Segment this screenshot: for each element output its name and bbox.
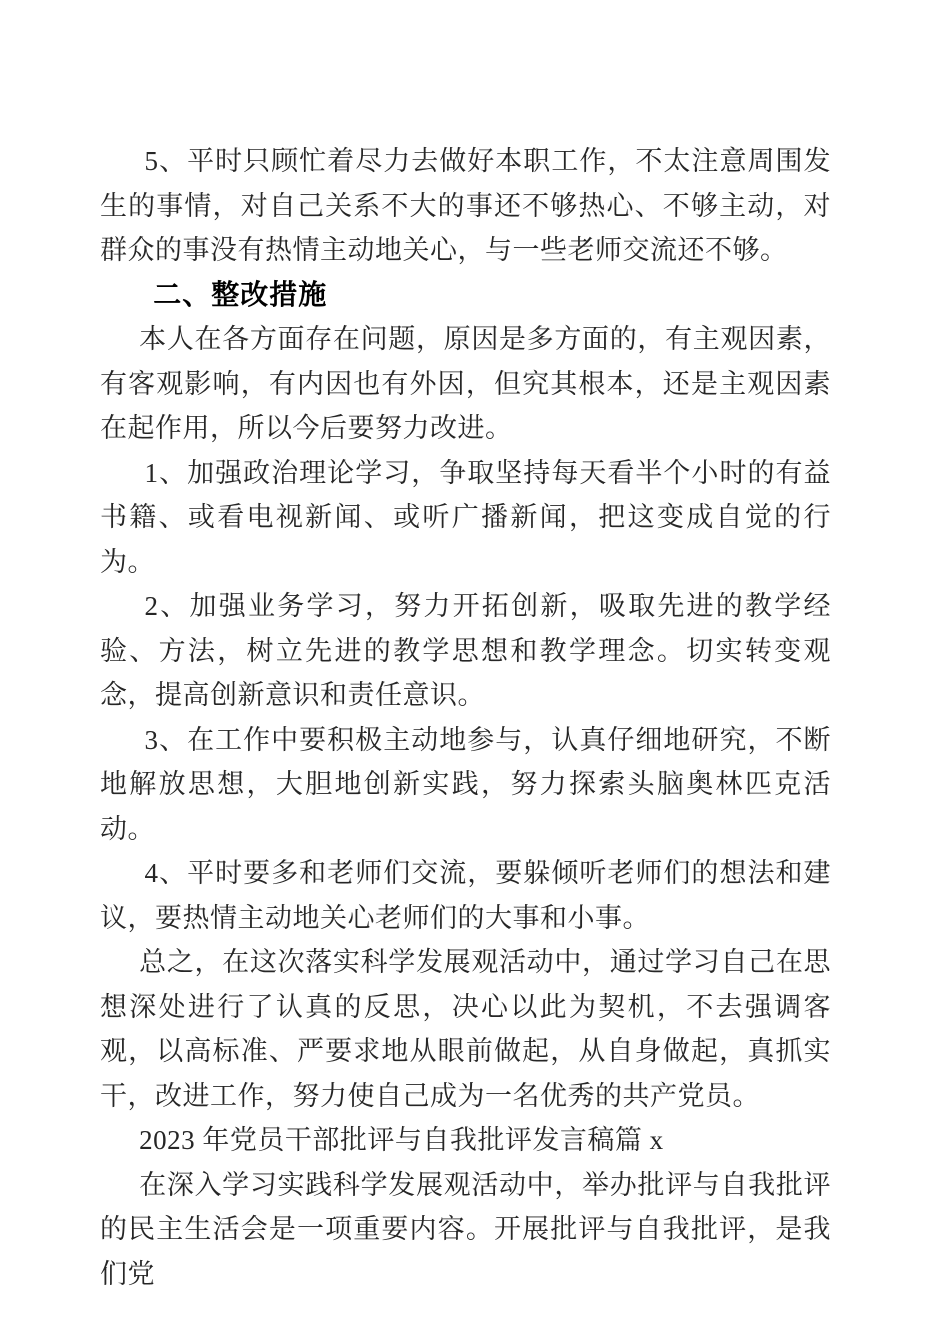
paragraph-next-article-title: 2023 年党员干部批评与自我批评发言稿篇 x [139, 1125, 664, 1155]
paragraph-measure-1: 1、加强政治理论学习，争取坚持每天看半个小时的有益书籍、或看电视新闻、或听广播新闻，把这变成自觉的行为。 [100, 457, 831, 577]
paragraph-causes-overview: 本人在各方面存在问题，原因是多方面的，有主观因素，有客观影响，有内因也有外因，但究其根本，还是主观因素在起作用，所以今后要努力改进。 [100, 324, 831, 443]
document-body [100, 139, 831, 1296]
paragraph-item-5: 5、平时只顾忙着尽力去做好本职工作，不太注意周围发生的事情，对自己关系不大的事还不够热心、不够主动，对群众的事没有热情主动地关心，与一些老师交流还不够。 [100, 146, 831, 265]
paragraph-next-article-intro: 在深入学习实践科学发展观活动中，举办批评与自我批评的民主生活会是一项重要内容。开展批评与自我批评，是我们党 [100, 1169, 831, 1289]
paragraph-measure-4: 4、平时要多和老师们交流，要躲倾听老师们的想法和建议，要热情主动地关心老师们的大事和小事。 [100, 858, 831, 933]
paragraph-conclusion: 总之，在这次落实科学发展观活动中，通过学习自己在思想深处进行了认真的反思，决心以此为契机，不去强调客观，以高标准、严要求地从眼前做起，从自身做起，真抓实干，改进工作，努力使自己成为一名优秀的共产党员。 [100, 947, 831, 1111]
paragraph-measure-2: 2、加强业务学习，努力开拓创新，吸取先进的教学经验、方法，树立先进的教学思想和教学理念。切实转变观念，提高创新意识和责任意识。 [100, 591, 831, 710]
paragraph-measure-3: 3、在工作中要积极主动地参与，认真仔细地研究，不断地解放思想，大胆地创新实践，努力探索头脑奥林匹克活动。 [100, 724, 831, 844]
section-heading-rectification-measures: 二、整改措施 [153, 278, 328, 310]
